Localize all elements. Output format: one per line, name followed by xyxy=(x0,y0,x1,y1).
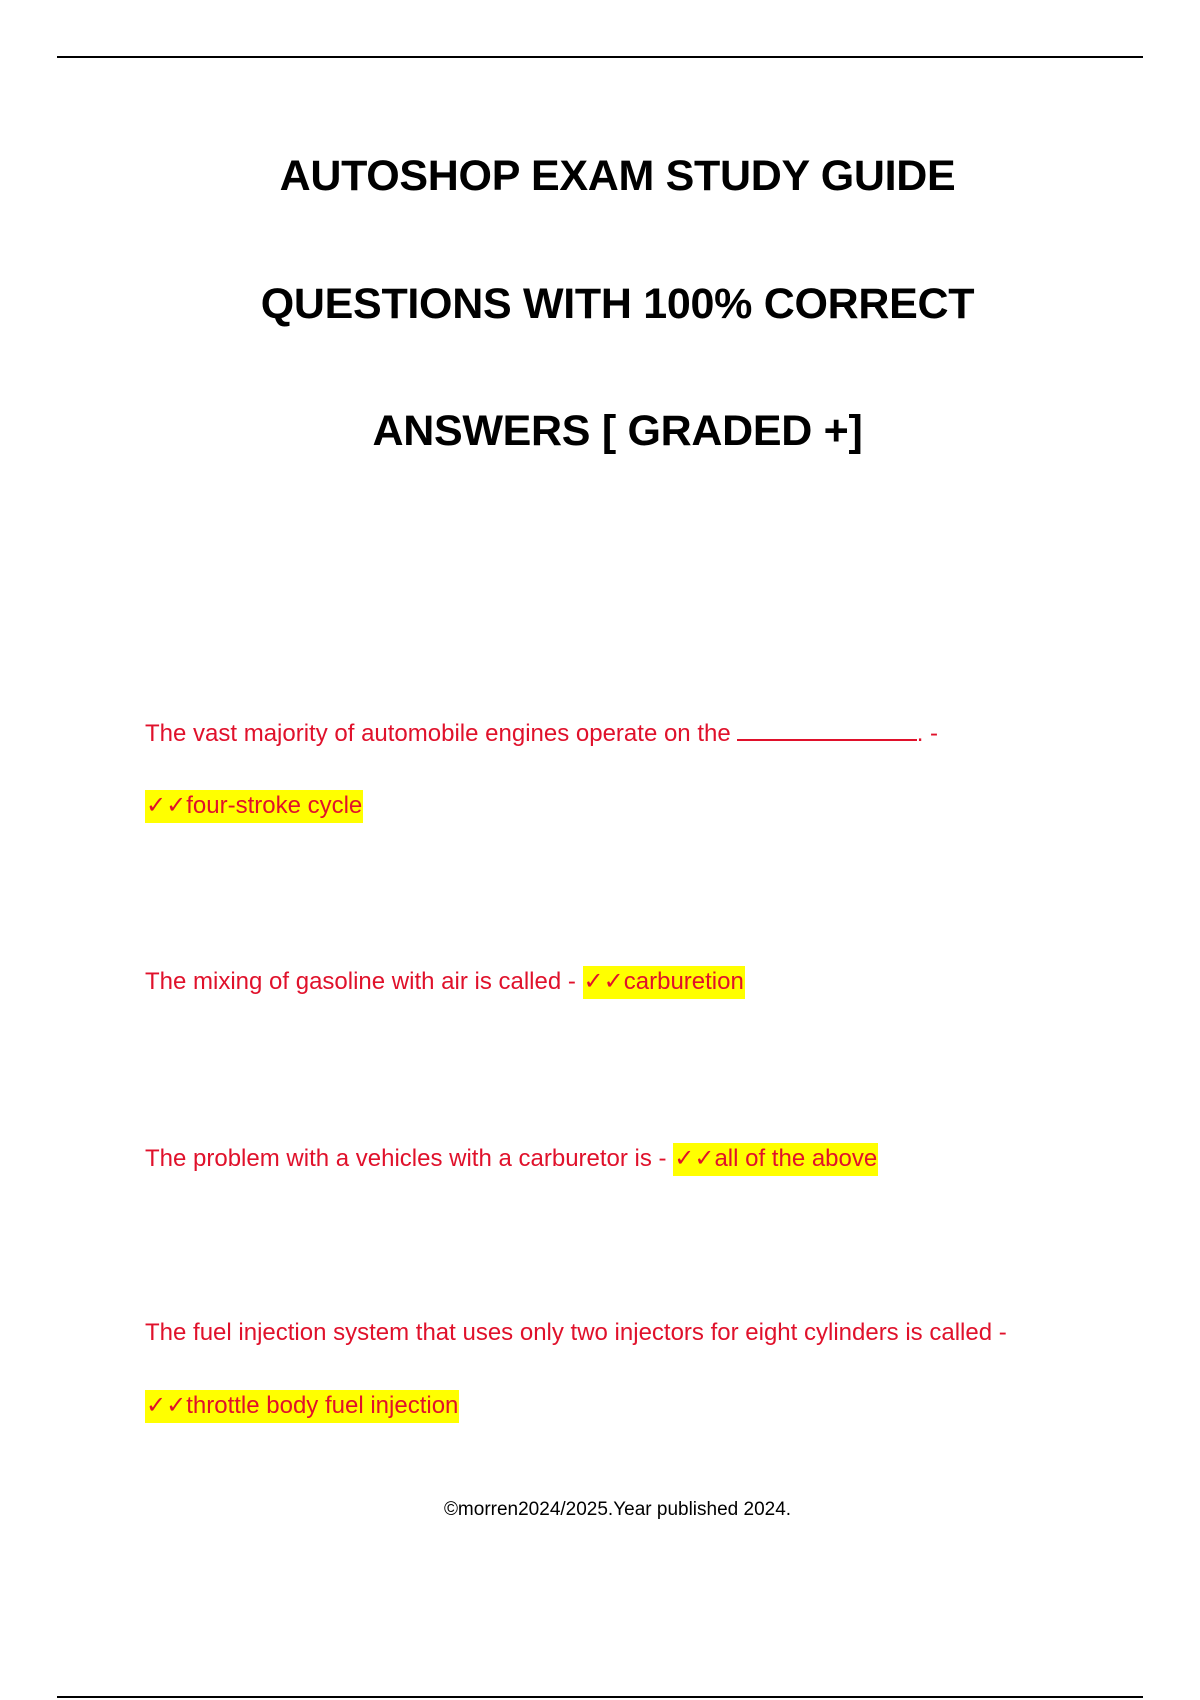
answer-4-highlight: ✓✓throttle body fuel injection xyxy=(145,1390,459,1423)
question-4-text: The fuel injection system that uses only two injectors for eight cylinders is called - xyxy=(145,1319,1007,1346)
question-3 xyxy=(145,1141,878,1177)
title-line-3: ANSWERS [ GRADED +] xyxy=(372,407,863,455)
title-line-2: QUESTIONS WITH 100% CORRECT xyxy=(260,280,975,328)
question-1 xyxy=(145,716,938,752)
answer-1-highlight: ✓✓four-stroke cycle xyxy=(145,790,363,823)
question-3-text: The problem with a vehicles with a carburetor is - xyxy=(145,1145,667,1172)
question-2 xyxy=(145,964,745,1000)
copyright-footer: ©morren2024/2025.Year published 2024. xyxy=(443,1499,792,1520)
answer-3-highlight: ✓✓all of the above xyxy=(673,1143,878,1176)
answer-blank xyxy=(737,717,917,741)
question-2-text: The mixing of gasoline with air is called - xyxy=(145,968,576,995)
answer-2-highlight: ✓✓carburetion xyxy=(583,966,745,999)
answer-4 xyxy=(145,1388,459,1424)
title-line-1: AUTOSHOP EXAM STUDY GUIDE xyxy=(279,152,956,200)
answer-1 xyxy=(145,788,363,824)
top-rule xyxy=(57,56,1143,58)
question-1-separator: . - xyxy=(916,720,939,747)
question-1-text: The vast majority of automobile engines operate on the xyxy=(145,720,731,747)
question-4 xyxy=(145,1315,1007,1351)
bottom-rule xyxy=(57,1696,1143,1698)
